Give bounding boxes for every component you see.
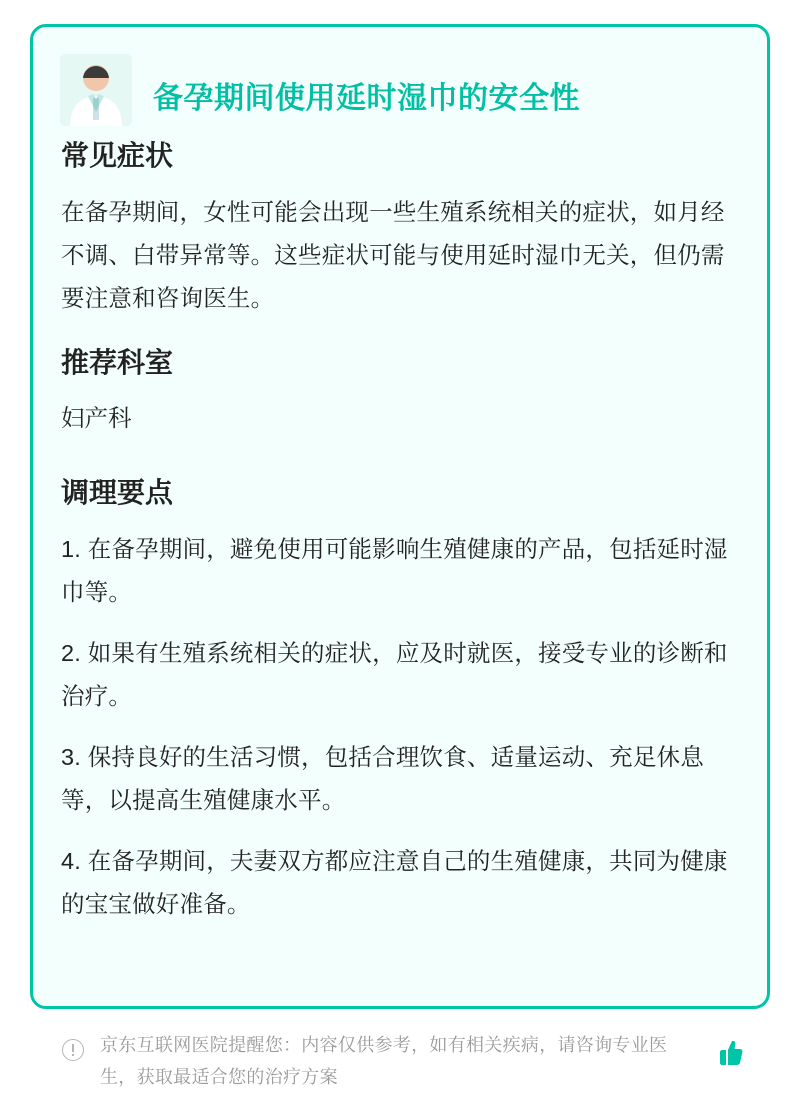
page-title: 备孕期间使用延时湿巾的安全性 [153,82,580,115]
section-heading-department: 推荐科室 [61,346,174,378]
spacer [61,450,745,476]
section-heading-tips: 调理要点 [61,477,174,509]
footer-disclaimer: 京东互联网医院提醒您：内容仅供参考，如有相关疾病，请咨询专业医生，获取最适合您的治疗方案 [100,1035,668,1087]
section-heading-symptoms: 常见症状 [61,140,174,171]
article-body [61,139,745,944]
section-text-symptoms: 在备孕期间，女性可能会出现一些生殖系统相关的症状，如月经不调、白带异常等。这些症状可能与使用延时湿巾无关，但仍需要注意和咨询医生。 [61,198,725,311]
section-text-department: 妇产科 [61,405,132,432]
list-item: 4. 在备孕期间，夫妻双方都应注意自己的生殖健康，共同为健康的宝宝做好准备。 [61,847,728,917]
avatar [60,54,132,126]
list-item: 1. 在备孕期间，避免使用可能影响生殖健康的产品，包括延时湿巾等。 [61,535,728,605]
tips-list [61,528,745,926]
list-item: 3. 保持良好的生活习惯，包括合理饮食、适量运动、充足休息等，以提高生殖健康水平。 [61,743,704,813]
footer [30,1026,770,1086]
list-item: 2. 如果有生殖系统相关的症状，应及时就医，接受专业的诊断和治疗。 [61,639,728,709]
thumbs-up-icon[interactable] [712,1036,746,1070]
article-card [30,24,770,1009]
doctor-avatar-icon [60,54,132,126]
spacer [61,320,745,346]
info-icon [62,1039,84,1061]
